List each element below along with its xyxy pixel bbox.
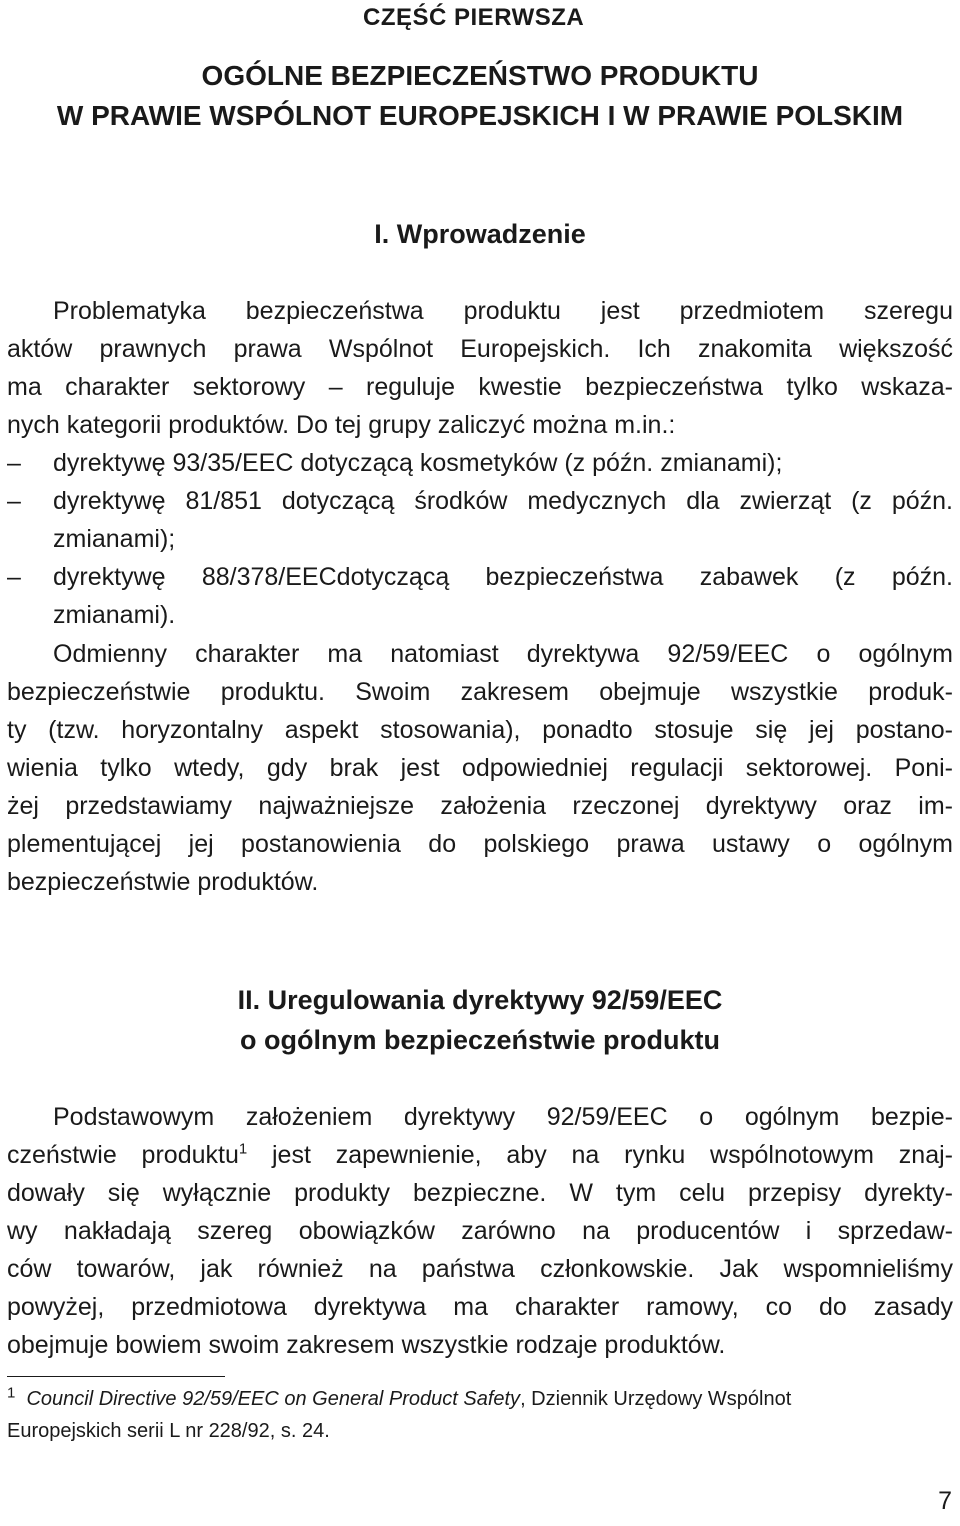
paragraph-text: jest zapewnienie, aby na rynku wspólnotowym znaj- — [247, 1141, 953, 1169]
footnote-text: , Dziennik Urzędowy Wspólnot — [520, 1388, 792, 1410]
paragraph-line: wienia tylko wtedy, gdy brak jest odpowiedniej regulacji sektorowej. Poni- — [7, 754, 953, 782]
footnote-line-1 — [7, 1384, 953, 1414]
paragraph-text: czeństwie produktu — [7, 1141, 239, 1169]
paragraph-line: Problematyka bezpieczeństwa produktu jest przedmiotem szeregu — [53, 297, 953, 325]
main-title-line-2: W PRAWIE WSPÓLNOT EUROPEJSKICH I W PRAWIE POLSKIM — [56, 100, 904, 131]
section-1-heading: I. Wprowadzenie — [374, 219, 586, 249]
paragraph-line: dowały się wyłącznie produkty bezpieczne. W tym celu przepisy dyrekty- — [7, 1179, 953, 1207]
footnote-line-2: Europejskich serii L nr 228/92, s. 24. — [7, 1420, 330, 1442]
list-item-text: dyrektywę 81/851 dotyczącą środków medycznych dla zwierząt (z późn. — [53, 487, 953, 515]
paragraph-line: bezpieczeństwie produktów. — [7, 868, 319, 896]
list-item-continuation: zmianami). — [53, 601, 176, 629]
paragraph-line — [7, 1138, 953, 1172]
main-title-line-1: OGÓLNE BEZPIECZEŃSTWO PRODUKTU — [201, 60, 759, 91]
footnote-title: Council Directive 92/59/EEC on General Product Safety — [26, 1388, 521, 1410]
dash-marker: – — [7, 563, 21, 591]
list-item-continuation: zmianami); — [53, 525, 176, 553]
section-2-heading-line-1: II. Uregulowania dyrektywy 92/59/EEC — [237, 985, 723, 1015]
dash-marker: – — [7, 449, 21, 477]
dash-marker: – — [7, 487, 21, 515]
part-label: CZĘŚĆ PIERWSZA — [363, 4, 585, 31]
list-item-text: dyrektywę 93/35/EEC dotyczącą kosmetyków (z późn. zmianami); — [53, 449, 783, 477]
page-number: 7 — [938, 1487, 952, 1515]
paragraph-line: nych kategorii produktów. Do tej grupy zaliczyć można m.in.: — [7, 411, 676, 439]
section-2-heading-line-2: o ogólnym bezpieczeństwie produktu — [239, 1025, 721, 1055]
paragraph-line: ców towarów, jak również na państwa członkowskie. Jak wspomnieliśmy — [7, 1255, 953, 1283]
paragraph-line: wy nakładają szereg obowiązków zarówno na producentów i sprzedaw- — [7, 1217, 953, 1245]
footnote-reference: 1 — [238, 1140, 248, 1158]
paragraph-line: ty (tzw. horyzontalny aspekt stosowania), ponadto stosuje się jej postano- — [7, 716, 953, 744]
list-item-text: dyrektywę 88/378/EECdotyczącą bezpieczeństwa zabawek (z późn. — [53, 563, 953, 591]
paragraph-line: powyżej, przedmiotowa dyrektywa ma charakter ramowy, co do zasady — [7, 1293, 953, 1321]
paragraph-line: Podstawowym założeniem dyrektywy 92/59/EEC o ogólnym bezpie- — [53, 1103, 953, 1131]
paragraph-line: Odmienny charakter ma natomiast dyrektywa 92/59/EEC o ogólnym — [53, 640, 953, 668]
paragraph-line: żej przedstawiamy najważniejsze założenia rzeczonej dyrektywy oraz im- — [7, 792, 953, 820]
paragraph-line: aktów prawnych prawa Wspólnot Europejskich. Ich znakomita większość — [7, 335, 953, 363]
paragraph-line: ma charakter sektorowy – reguluje kwestie bezpieczeństwa tylko wskaza- — [7, 373, 953, 401]
footnote-number: 1 — [7, 1384, 16, 1402]
paragraph-line: plementującej jej postanowienia do polskiego prawa ustawy o ogólnym — [7, 830, 953, 858]
footnote-separator — [7, 1376, 225, 1377]
paragraph-line: bezpieczeństwie produktu. Swoim zakresem obejmuje wszystkie produk- — [7, 678, 953, 706]
paragraph-line: obejmuje bowiem swoim zakresem wszystkie rodzaje produktów. — [7, 1331, 726, 1359]
